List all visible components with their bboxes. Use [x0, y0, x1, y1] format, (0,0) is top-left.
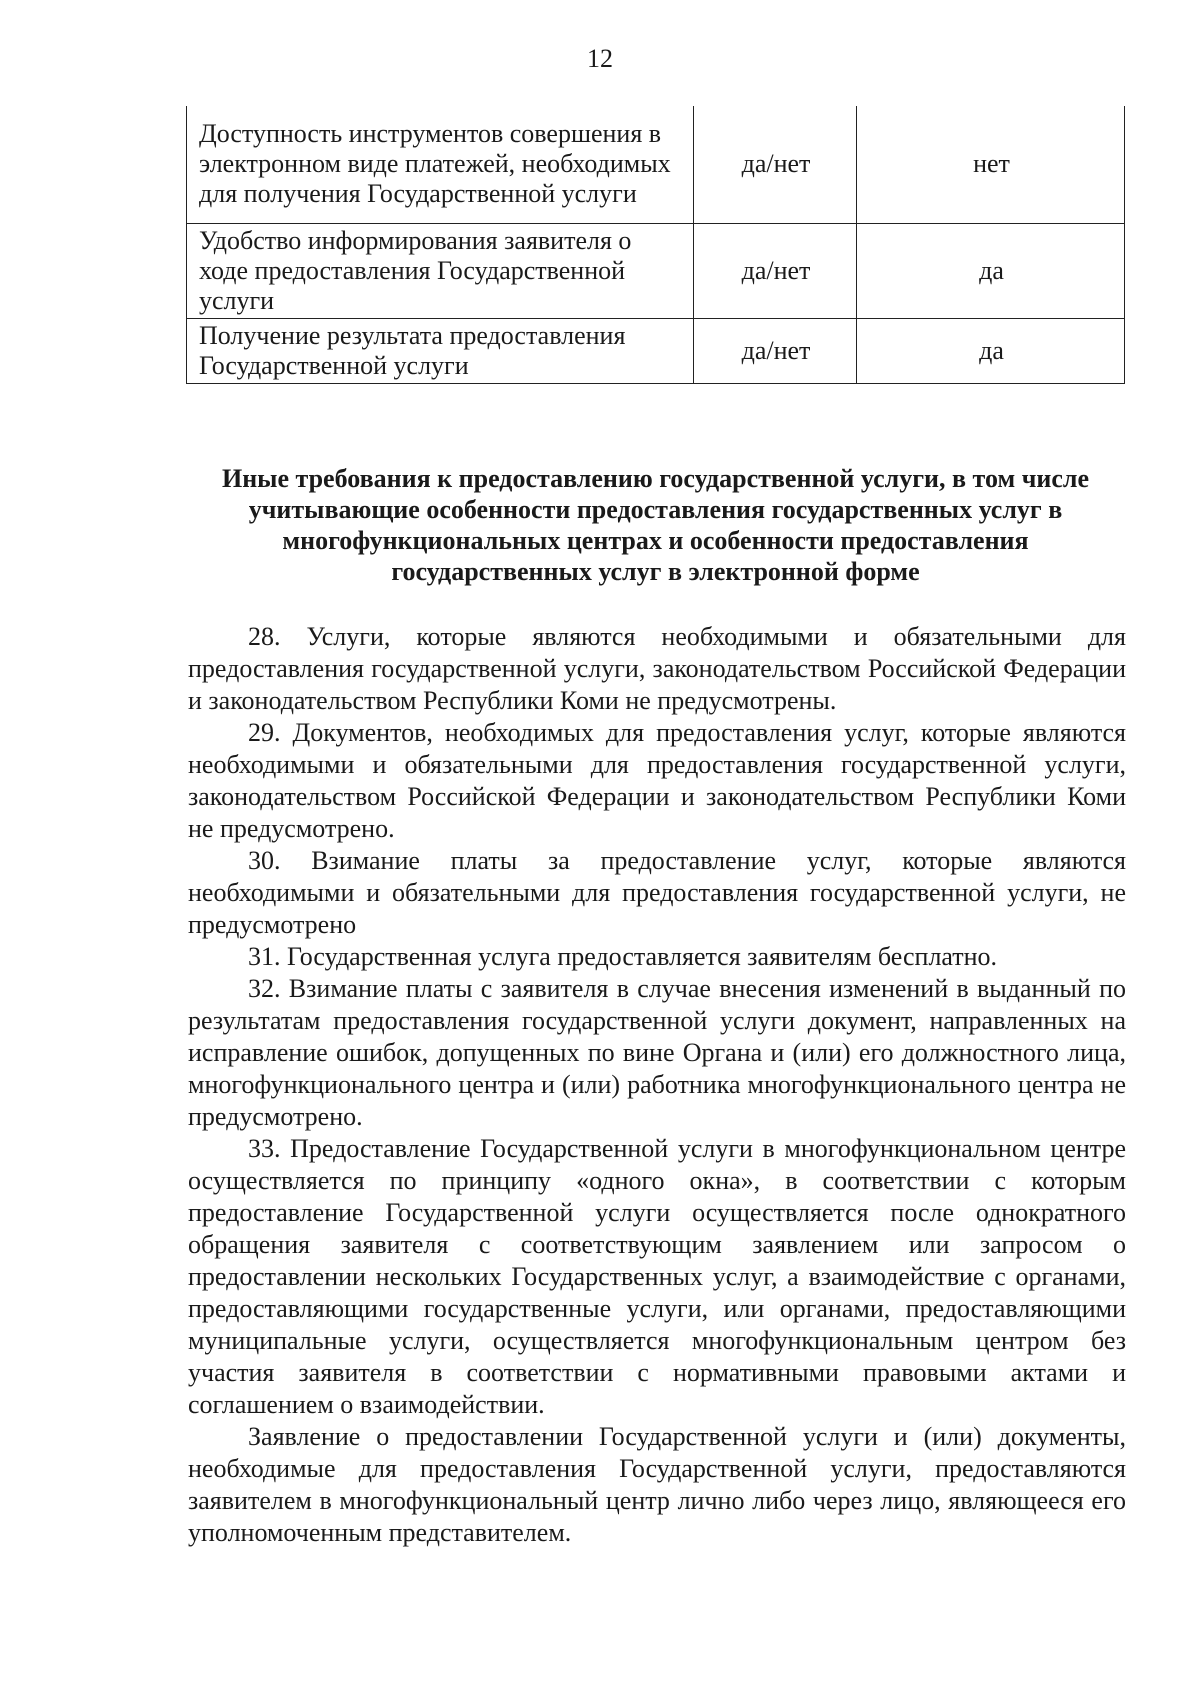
criterion-name: Доступность инструментов совершения в электронном виде платежей, необходимых для получения Государственной услуги	[187, 106, 694, 223]
table-row	[187, 106, 1125, 223]
criterion-value: да	[857, 223, 1125, 318]
body-text	[188, 621, 1126, 1549]
paragraph-29: 29. Документов, необходимых для предоставления услуг, которые являются необходимыми и обязательными для предоставления государственной услуги, законодательством Российской Федерации и законодательством Республики Коми не предусмотрено.	[188, 718, 1126, 843]
paragraph-32: 32. Взимание платы с заявителя в случае внесения изменений в выданный по результатам предоставления государственной услуги документ, направленных на исправление ошибок, допущенных по вине Органа и (или) его должностного лица, многофункционального центра и (или) работника многофункционального центра не предусмотрено.	[188, 974, 1126, 1131]
section-heading: Иные требования к предоставлению государственной услуги, в том числе учитывающие особенности предоставления государственных услуг в многофункциональных центрах и особенности предоставления государственных услуг в электронной форме	[221, 464, 1090, 586]
paragraph-28: 28. Услуги, которые являются необходимыми и обязательными для предоставления государственной услуги, законодательством Российской Федерации и законодательством Республики Коми не предусмотрены.	[188, 622, 1126, 715]
criterion-unit: да/нет	[694, 223, 857, 318]
page-number: 12	[587, 44, 613, 73]
criterion-name: Получение результата предоставления Государственной услуги	[187, 318, 694, 383]
criterion-unit: да/нет	[694, 106, 857, 223]
paragraph-31: 31. Государственная услуга предоставляется заявителям бесплатно.	[248, 942, 998, 971]
criterion-value: да	[857, 318, 1125, 383]
criterion-name: Удобство информирования заявителя о ходе предоставления Государственной услуги	[187, 223, 694, 318]
paragraph-33: 33. Предоставление Государственной услуги в многофункциональном центре осуществляется по принципу «одного окна», в соответствии с которым предоставление Государственной услуги осуществляется после однократного обращения заявителя с соответствующим заявлением или запросом о предоставлении нескольких Государственных услуг, а взаимодействие с органами, предоставляющими государственные услуги, или органами, предоставляющими муниципальные услуги, осуществляется многофункциональным центром без участия заявителя в соответствии с нормативными правовыми актами и соглашением о взаимодействии.	[188, 1134, 1126, 1419]
quality-criteria-table	[186, 106, 1125, 384]
paragraph-application: Заявление о предоставлении Государственной услуги и (или) документы, необходимые для предоставления Государственной услуги, предоставляются заявителем в многофункциональный центр лично либо через лицо, являющееся его уполномоченным представителем.	[188, 1422, 1126, 1547]
table-row	[187, 223, 1125, 318]
paragraph-30: 30. Взимание платы за предоставление услуг, которые являются необходимыми и обязательными для предоставления государственной услуги, не предусмотрено	[188, 846, 1126, 939]
criterion-unit: да/нет	[694, 318, 857, 383]
criterion-value: нет	[857, 106, 1125, 223]
table-row	[187, 318, 1125, 383]
